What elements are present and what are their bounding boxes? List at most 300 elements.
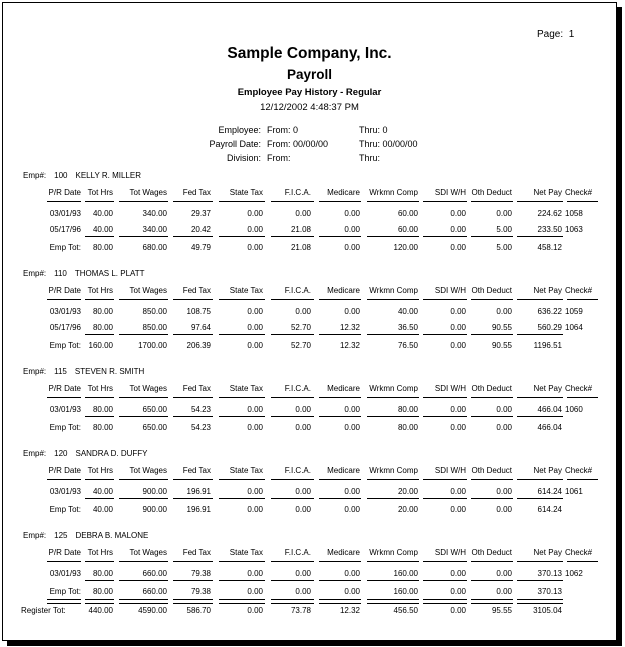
table-cell: 90.55: [491, 323, 512, 332]
total-cell: 466.04: [537, 423, 562, 432]
total-cell: 0.00: [295, 423, 311, 432]
total-cell: 370.13: [537, 587, 562, 596]
filter-from: From:: [267, 153, 291, 163]
subtotal-rule: [423, 416, 467, 417]
table-cell: 80.00: [92, 569, 113, 578]
column-header: State Tax: [229, 466, 263, 475]
employee-header: [23, 531, 156, 540]
subtotal-rule: [173, 334, 213, 335]
register-total-cell: 95.55: [491, 606, 512, 615]
header-rule: [85, 479, 114, 480]
column-header: Fed Tax: [182, 384, 211, 393]
total-cell: 20.00: [397, 505, 418, 514]
header-rule: [47, 299, 81, 300]
emp-id: 100: [54, 171, 68, 180]
table-cell: 0.00: [450, 225, 466, 234]
subtotal-rule: [119, 236, 168, 237]
subtotal-rule: [471, 498, 513, 499]
header-rule: [173, 201, 213, 202]
column-header: Medicare: [327, 286, 360, 295]
filter-label: Payroll Date:: [209, 139, 261, 149]
subtotal-rule: [85, 236, 114, 237]
total-cell: 0.00: [247, 587, 263, 596]
header-rule: [471, 479, 513, 480]
table-cell: 40.00: [92, 209, 113, 218]
column-header: Wrkmn Comp: [369, 548, 418, 557]
table-cell: 1060: [565, 405, 583, 414]
grand-total-rule: [471, 599, 513, 604]
emp-label: Emp#:: [23, 367, 47, 376]
report-page: [2, 2, 617, 641]
table-cell: 340.00: [142, 209, 167, 218]
emp-name: SANDRA D. DUFFY: [75, 449, 148, 458]
grand-total-rule: [319, 599, 361, 604]
subtotal-rule: [517, 416, 563, 417]
total-cell: 0.00: [450, 587, 466, 596]
report-subtitle: Employee Pay History - Regular: [237, 87, 382, 98]
table-cell: 54.23: [190, 405, 211, 414]
column-header: SDI W/H: [434, 548, 466, 557]
table-cell: 03/01/93: [49, 405, 81, 414]
grand-total-rule: [119, 599, 168, 604]
total-cell: 0.00: [496, 423, 512, 432]
employee-header: [23, 367, 152, 376]
header-rule: [423, 397, 467, 398]
header-rule: [85, 201, 114, 202]
subtotal-rule: [367, 236, 419, 237]
table-cell: 0.00: [295, 569, 311, 578]
subtotal-rule: [517, 236, 563, 237]
emp-name: KELLY R. MILLER: [75, 171, 141, 180]
total-cell: 614.24: [537, 505, 562, 514]
total-cell: 80.00: [397, 423, 418, 432]
header-rule: [47, 397, 81, 398]
total-cell: 0.00: [247, 243, 263, 252]
report-title: Payroll: [286, 67, 333, 82]
register-total-cell: 4590.00: [138, 606, 167, 615]
page-number-value: 1: [568, 29, 575, 40]
table-cell: 900.00: [142, 487, 167, 496]
table-cell: 0.00: [496, 405, 512, 414]
column-header: P/R Date: [48, 286, 81, 295]
total-cell: 0.00: [450, 243, 466, 252]
table-cell: 0.00: [496, 569, 512, 578]
table-cell: 03/01/93: [49, 209, 81, 218]
subtotal-rule: [319, 580, 361, 581]
emp-total-label: Emp Tot:: [49, 341, 81, 350]
column-header: Tot Wages: [129, 384, 167, 393]
header-rule: [517, 561, 563, 562]
column-header: Fed Tax: [182, 286, 211, 295]
table-cell: 20.00: [397, 487, 418, 496]
subtotal-rule: [219, 334, 265, 335]
header-rule: [219, 561, 265, 562]
subtotal-rule: [319, 498, 361, 499]
subtotal-rule: [271, 416, 314, 417]
column-header: F.I.C.A.: [284, 384, 311, 393]
header-rule: [219, 397, 265, 398]
table-cell: 03/01/93: [49, 487, 81, 496]
subtotal-rule: [173, 416, 213, 417]
header-rule: [423, 299, 467, 300]
emp-id: 110: [54, 269, 67, 278]
total-cell: 120.00: [393, 243, 418, 252]
register-total-cell: 3105.04: [533, 606, 562, 615]
register-total-cell: 586.70: [186, 606, 211, 615]
emp-name: DEBRA B. MALONE: [75, 531, 149, 540]
header-rule: [319, 479, 361, 480]
header-rule: [567, 479, 598, 480]
column-header: Wrkmn Comp: [369, 466, 418, 475]
total-cell: 0.00: [496, 587, 512, 596]
total-cell: 0.00: [247, 505, 263, 514]
column-header: P/R Date: [48, 466, 81, 475]
emp-total-label: Emp Tot:: [49, 505, 81, 514]
table-cell: 650.00: [142, 405, 167, 414]
table-cell: 370.13: [537, 569, 562, 578]
header-rule: [367, 299, 419, 300]
column-header: Tot Wages: [129, 466, 167, 475]
table-cell: 0.00: [344, 487, 360, 496]
page-label: Page:: [537, 29, 564, 40]
column-header: P/R Date: [48, 384, 81, 393]
employee-header: [23, 449, 156, 458]
register-total-cell: 456.50: [393, 606, 418, 615]
subtotal-rule: [219, 498, 265, 499]
table-cell: 0.00: [496, 307, 512, 316]
column-header: Fed Tax: [182, 188, 211, 197]
subtotal-rule: [173, 580, 213, 581]
total-cell: 80.00: [92, 243, 113, 252]
header-rule: [85, 397, 114, 398]
column-header: F.I.C.A.: [284, 286, 311, 295]
column-header: SDI W/H: [434, 286, 466, 295]
header-rule: [47, 561, 81, 562]
table-cell: 850.00: [142, 307, 167, 316]
header-rule: [119, 201, 168, 202]
column-header: Medicare: [327, 188, 360, 197]
subtotal-rule: [471, 334, 513, 335]
column-header: Wrkmn Comp: [369, 384, 418, 393]
emp-total-label: Emp Tot:: [49, 243, 81, 252]
table-cell: 0.00: [344, 307, 360, 316]
page-number: [537, 29, 574, 40]
header-rule: [517, 397, 563, 398]
total-cell: 0.00: [450, 341, 466, 350]
column-header: Tot Hrs: [87, 548, 113, 557]
table-cell: 05/17/96: [49, 225, 81, 234]
table-cell: 80.00: [397, 405, 418, 414]
table-cell: 12.32: [339, 323, 360, 332]
register-total-cell: 73.78: [290, 606, 311, 615]
total-cell: 1700.00: [138, 341, 167, 350]
header-rule: [119, 479, 168, 480]
header-rule: [219, 479, 265, 480]
total-cell: 54.23: [190, 423, 211, 432]
total-cell: 0.00: [344, 505, 360, 514]
emp-label: Emp#:: [23, 449, 47, 458]
header-rule: [219, 201, 265, 202]
table-cell: 0.00: [295, 307, 311, 316]
register-total-cell: 0.00: [247, 606, 263, 615]
subtotal-rule: [173, 498, 213, 499]
report-datetime: 12/12/2002 4:48:37 PM: [260, 102, 359, 113]
column-header: State Tax: [229, 188, 263, 197]
filter-thru: Thru:: [359, 153, 381, 163]
total-cell: 76.50: [397, 341, 418, 350]
header-rule: [517, 479, 563, 480]
subtotal-rule: [471, 236, 513, 237]
column-header: Oth Deduct: [471, 188, 512, 197]
header-rule: [423, 479, 467, 480]
table-cell: 0.00: [344, 405, 360, 414]
subtotal-rule: [119, 498, 168, 499]
table-cell: 0.00: [247, 405, 263, 414]
table-cell: 1062: [565, 569, 583, 578]
header-rule: [367, 201, 419, 202]
subtotal-rule: [85, 416, 114, 417]
header-rule: [517, 201, 563, 202]
table-cell: 224.62: [537, 209, 562, 218]
table-cell: 5.00: [496, 225, 512, 234]
filter-from: From: 00/00/00: [267, 139, 329, 149]
column-header: State Tax: [229, 286, 263, 295]
grand-total-rule: [517, 599, 563, 604]
total-cell: 0.00: [450, 505, 466, 514]
header-rule: [47, 201, 81, 202]
subtotal-rule: [271, 498, 314, 499]
column-header: SDI W/H: [434, 384, 466, 393]
subtotal-rule: [271, 334, 314, 335]
header-rule: [119, 397, 168, 398]
table-cell: 636.22: [537, 307, 562, 316]
table-cell: 614.24: [537, 487, 562, 496]
table-cell: 40.00: [92, 225, 113, 234]
table-cell: 0.00: [247, 323, 263, 332]
total-cell: 0.00: [295, 505, 311, 514]
column-header: Oth Deduct: [471, 548, 512, 557]
column-header: F.I.C.A.: [284, 466, 311, 475]
table-cell: 60.00: [397, 225, 418, 234]
table-cell: 03/01/93: [49, 307, 81, 316]
table-cell: 0.00: [295, 209, 311, 218]
subtotal-rule: [367, 580, 419, 581]
table-cell: 1061: [565, 487, 583, 496]
column-header: Tot Wages: [129, 188, 167, 197]
total-cell: 196.91: [186, 505, 211, 514]
column-header: Medicare: [327, 466, 360, 475]
header-rule: [423, 561, 467, 562]
column-header: Tot Hrs: [87, 384, 113, 393]
table-cell: 1059: [565, 307, 583, 316]
column-header: State Tax: [229, 548, 263, 557]
table-cell: 233.50: [537, 225, 562, 234]
table-cell: 0.00: [450, 307, 466, 316]
column-header: Tot Wages: [129, 286, 167, 295]
table-cell: 1064: [565, 323, 583, 332]
table-cell: 0.00: [344, 225, 360, 234]
total-cell: 80.00: [92, 587, 113, 596]
table-cell: 660.00: [142, 569, 167, 578]
employee-header: [23, 269, 153, 278]
column-header: Check#: [565, 188, 593, 197]
subtotal-rule: [85, 580, 114, 581]
table-cell: 60.00: [397, 209, 418, 218]
total-cell: 0.00: [247, 341, 263, 350]
column-header: Check#: [565, 384, 593, 393]
column-header: Net Pay: [533, 188, 562, 197]
subtotal-rule: [219, 416, 265, 417]
employee-header: [23, 171, 149, 180]
grand-total-rule: [173, 599, 213, 604]
table-cell: 850.00: [142, 323, 167, 332]
total-cell: 680.00: [142, 243, 167, 252]
table-cell: 80.00: [92, 323, 113, 332]
table-cell: 40.00: [397, 307, 418, 316]
emp-label: Emp#:: [23, 269, 47, 278]
table-cell: 0.00: [247, 569, 263, 578]
total-cell: 40.00: [92, 505, 113, 514]
column-header: Tot Hrs: [87, 466, 113, 475]
total-cell: 0.00: [247, 423, 263, 432]
emp-id: 115: [54, 367, 67, 376]
subtotal-rule: [367, 334, 419, 335]
table-cell: 36.50: [397, 323, 418, 332]
total-cell: 0.00: [295, 587, 311, 596]
column-header: Oth Deduct: [471, 286, 512, 295]
total-cell: 12.32: [339, 341, 360, 350]
column-header: SDI W/H: [434, 188, 466, 197]
header-rule: [271, 479, 314, 480]
total-cell: 90.55: [491, 341, 512, 350]
filter-label: Division:: [226, 153, 261, 163]
column-header: Medicare: [327, 384, 360, 393]
header-rule: [173, 299, 213, 300]
emp-name: STEVEN R. SMITH: [74, 367, 145, 376]
subtotal-rule: [119, 416, 168, 417]
column-header: State Tax: [229, 384, 263, 393]
subtotal-rule: [517, 580, 563, 581]
grand-total-rule: [423, 599, 467, 604]
table-cell: 160.00: [393, 569, 418, 578]
subtotal-rule: [471, 416, 513, 417]
column-header: Check#: [565, 466, 593, 475]
emp-name: THOMAS L. PLATT: [74, 269, 145, 278]
grand-total-rule: [367, 599, 419, 604]
column-header: Net Pay: [533, 286, 562, 295]
table-cell: 0.00: [247, 225, 263, 234]
grand-total-rule: [85, 599, 114, 604]
total-cell: 52.70: [290, 341, 311, 350]
total-cell: 79.38: [190, 587, 211, 596]
table-cell: 0.00: [344, 209, 360, 218]
column-header: Fed Tax: [182, 466, 211, 475]
subtotal-rule: [271, 580, 314, 581]
table-cell: 03/01/93: [49, 569, 81, 578]
table-cell: 196.91: [186, 487, 211, 496]
table-cell: 0.00: [247, 209, 263, 218]
table-cell: 560.29: [537, 323, 562, 332]
register-total-cell: 0.00: [450, 606, 466, 615]
column-header: Tot Hrs: [87, 188, 113, 197]
table-cell: 466.04: [537, 405, 562, 414]
emp-id: 120: [54, 449, 68, 458]
total-cell: 5.00: [496, 243, 512, 252]
subtotal-rule: [173, 236, 213, 237]
filter-thru: Thru: 00/00/00: [359, 139, 418, 149]
total-cell: 49.79: [190, 243, 211, 252]
header-rule: [567, 561, 598, 562]
header-rule: [367, 561, 419, 562]
subtotal-rule: [423, 236, 467, 237]
header-rule: [423, 201, 467, 202]
column-header: Tot Hrs: [87, 286, 113, 295]
header-rule: [471, 299, 513, 300]
header-rule: [319, 397, 361, 398]
table-cell: 20.42: [190, 225, 211, 234]
table-cell: 0.00: [450, 569, 466, 578]
column-header: Check#: [565, 548, 593, 557]
table-cell: 0.00: [496, 209, 512, 218]
header-rule: [173, 561, 213, 562]
table-cell: 0.00: [450, 209, 466, 218]
total-cell: 80.00: [92, 423, 113, 432]
table-cell: 52.70: [290, 323, 311, 332]
header-rule: [271, 561, 314, 562]
total-cell: 206.39: [186, 341, 211, 350]
header-rule: [173, 397, 213, 398]
table-cell: 0.00: [450, 487, 466, 496]
header-rule: [319, 201, 361, 202]
column-header: Wrkmn Comp: [369, 188, 418, 197]
grand-total-rule: [271, 599, 314, 604]
column-header: Wrkmn Comp: [369, 286, 418, 295]
subtotal-rule: [219, 236, 265, 237]
total-cell: 0.00: [344, 423, 360, 432]
column-header: Net Pay: [533, 466, 562, 475]
total-cell: 21.08: [290, 243, 311, 252]
total-cell: 660.00: [142, 587, 167, 596]
column-header: Oth Deduct: [471, 384, 512, 393]
header-rule: [119, 299, 168, 300]
table-cell: 340.00: [142, 225, 167, 234]
header-rule: [367, 397, 419, 398]
table-cell: 21.08: [290, 225, 311, 234]
total-cell: 160.00: [88, 341, 113, 350]
register-total-cell: 440.00: [88, 606, 113, 615]
header-rule: [85, 299, 114, 300]
table-cell: 05/17/96: [49, 323, 81, 332]
column-header: Oth Deduct: [471, 466, 512, 475]
header-rule: [567, 299, 598, 300]
table-cell: 0.00: [450, 405, 466, 414]
grand-total-rule: [47, 599, 81, 604]
table-cell: 0.00: [247, 307, 263, 316]
subtotal-rule: [517, 334, 563, 335]
emp-label: Emp#:: [23, 171, 47, 180]
table-cell: 80.00: [92, 405, 113, 414]
subtotal-rule: [517, 498, 563, 499]
column-header: F.I.C.A.: [284, 548, 311, 557]
subtotal-rule: [423, 498, 467, 499]
header-rule: [517, 299, 563, 300]
column-header: Check#: [565, 286, 593, 295]
header-rule: [47, 479, 81, 480]
header-rule: [471, 201, 513, 202]
filter-from: From: 0: [267, 125, 299, 135]
register-total-label: Register Tot:: [21, 606, 66, 615]
subtotal-rule: [319, 334, 361, 335]
